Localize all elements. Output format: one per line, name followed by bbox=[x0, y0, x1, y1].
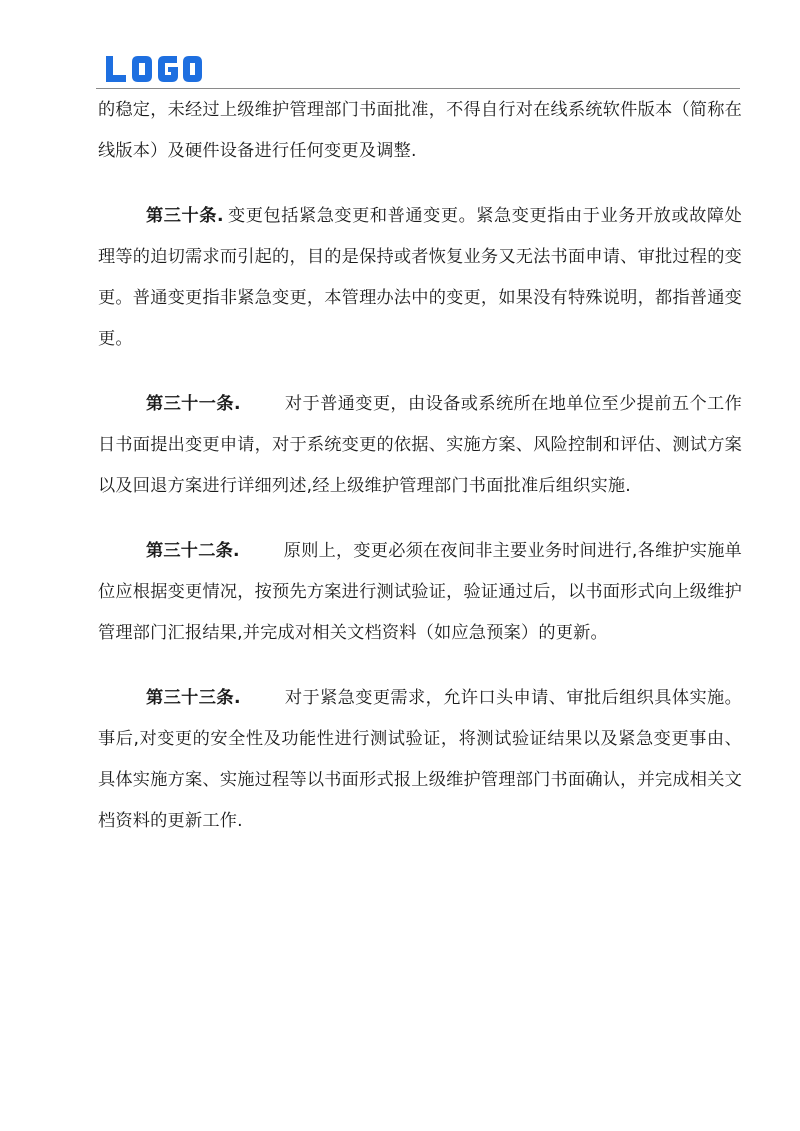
article-number: 第三十三条. bbox=[146, 688, 241, 708]
article-number: 第三十一条. bbox=[146, 394, 241, 414]
article-number: 第三十二条. bbox=[146, 541, 240, 561]
article-number: 第三十条. bbox=[146, 206, 224, 226]
header-divider bbox=[96, 88, 740, 89]
document-body bbox=[98, 90, 742, 842]
paragraph-text: 对于普通变更，由设备或系统所在地单位至少提前五个工作日书面提出变更申请，对于系统变更的依据、实施方案、风险控制和评估、测试方案以及回退方案进行详细列述,经上级维护管理部门书面批准后组织实施. bbox=[98, 394, 743, 496]
logo bbox=[104, 52, 204, 86]
paragraph-text: 变更包括紧急变更和普通变更。紧急变更指由于业务开放或故障处理等的迫切需求而引起的，目的是保持或者恢复业务又无法书面申请、审批过程的变更。普通变更指非紧急变更，本管理办法中的变更，如果没有特殊说明，都指普通变更。 bbox=[98, 206, 742, 349]
article-32 bbox=[98, 531, 742, 654]
paragraph-text: 的稳定，未经过上级维护管理部门书面批准，不得自行对在线系统软件版本（简称在线版本）及硬件设备进行任何变更及调整. bbox=[98, 100, 742, 161]
article-33 bbox=[98, 678, 742, 842]
paragraph-text: 原则上，变更必须在夜间非主要业务时间进行,各维护实施单位应根据变更情况，按预先方案进行测试验证，验证通过后，以书面形式向上级维护管理部门汇报结果,并完成对相关文档资料（如应急预案）的更新。 bbox=[98, 541, 742, 643]
paragraph-text: 对于紧急变更需求，允许口头申请、审批后组织具体实施。事后,对变更的安全性及功能性进行测试验证，将测试验证结果以及紧急变更事由、具体实施方案、实施过程等以书面形式报上级维护管理部门书面确认，并完成相关文档资料的更新工作. bbox=[98, 688, 743, 831]
article-31 bbox=[98, 384, 742, 507]
page-header bbox=[0, 0, 800, 92]
paragraph-continuation bbox=[98, 90, 742, 172]
article-30 bbox=[98, 196, 742, 360]
